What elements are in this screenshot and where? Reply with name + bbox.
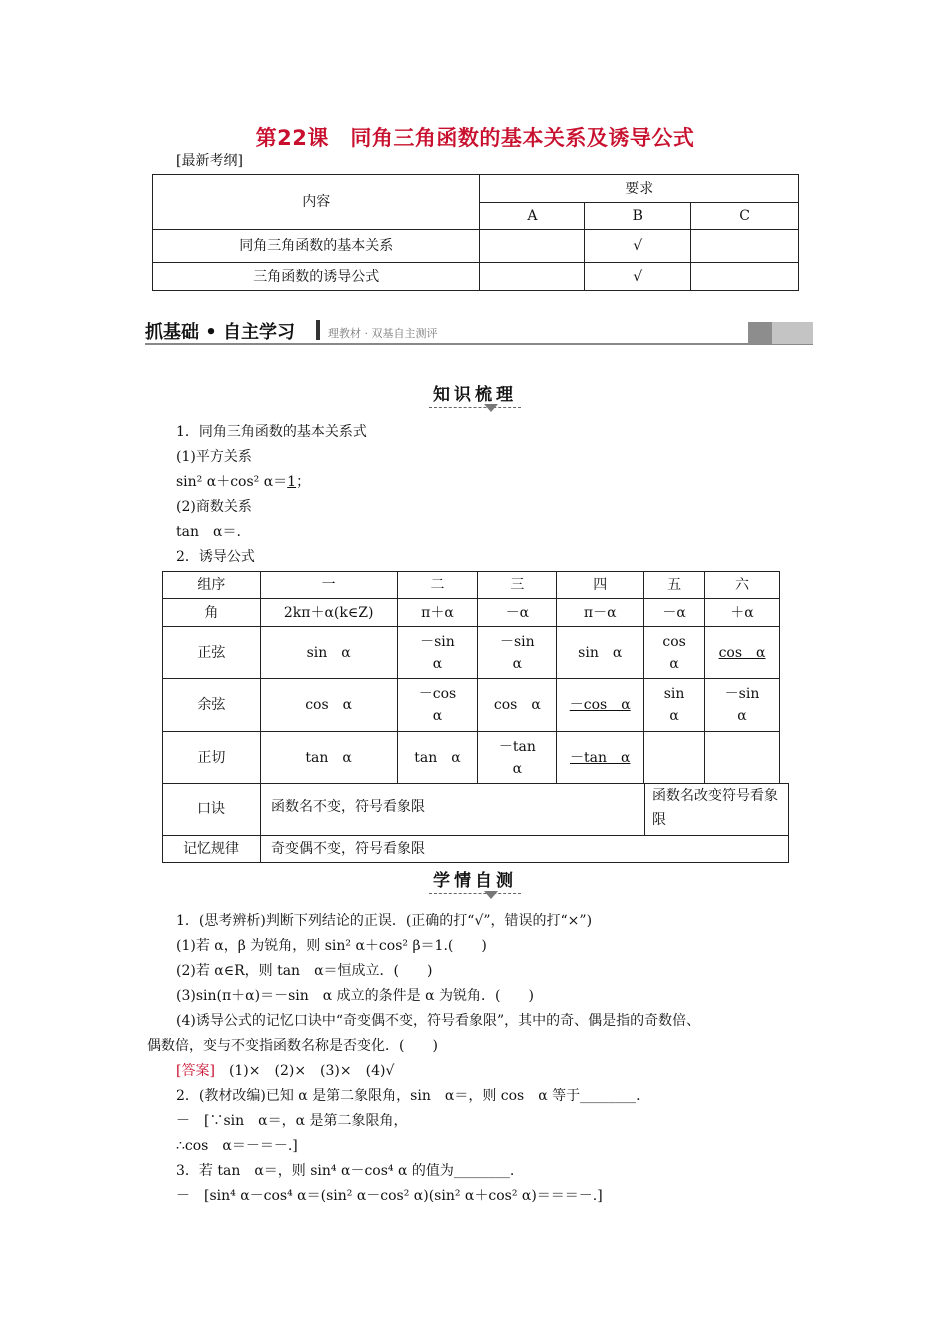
ft-angle: －α <box>644 599 705 627</box>
ft-sin: sin α <box>557 627 644 679</box>
question-line: 2．(教材改编)已知 α 是第二象限角，sin α＝，则 cos α 等于________. <box>176 1088 641 1104</box>
answer-line <box>176 1060 394 1080</box>
syllabus-level-b: B <box>585 203 691 230</box>
ft-cos-bottom: α <box>432 708 443 724</box>
ft-tan <box>557 732 644 784</box>
knowledge-heading <box>0 380 950 405</box>
mnemonic-label: 口诀 <box>197 801 225 817</box>
ft-angle: －α <box>478 599 557 627</box>
ft-cos <box>397 679 478 732</box>
section-decor-light <box>772 322 813 344</box>
syllabus-row-c <box>691 263 799 291</box>
ft-tan <box>478 732 557 784</box>
ft-tan <box>705 732 780 784</box>
page-title: 第22课 同角三角函数的基本关系及诱导公式 <box>255 126 695 150</box>
solution-line: － [∵sin α＝，α 是第二象限角， <box>176 1113 408 1129</box>
memory-text: 奇变偶不变，符号看象限 <box>271 841 425 857</box>
ft-angle: π－α <box>557 599 644 627</box>
ft-angle: ＋α <box>705 599 780 627</box>
solution-line: ∴cos α＝－＝－.] <box>176 1138 298 1154</box>
ft-sin <box>705 627 780 679</box>
ft-sin-top: cos <box>662 633 686 650</box>
ft-header: 组序 <box>163 572 261 599</box>
mnemonic-col-rule <box>644 783 645 835</box>
syllabus-level-c: C <box>691 203 799 230</box>
ft-tan-bottom: α <box>512 760 523 777</box>
question-line: 3．若 tan α＝，则 sin⁴ α－cos⁴ α 的值为________. <box>176 1163 515 1179</box>
ft-cos-top: －cos <box>418 686 457 702</box>
ft-sin-bottom: α <box>669 655 679 672</box>
ft-tan: tan α <box>260 732 397 784</box>
syllabus-level-a: A <box>480 203 585 230</box>
ft-header: 五 <box>644 572 705 599</box>
ft-sin: sin α <box>260 627 397 679</box>
mnemonic-col-rule <box>260 783 261 863</box>
ft-cos-top: sin <box>663 686 685 702</box>
answer-label: [答案] <box>176 1063 215 1079</box>
ft-sin <box>478 627 557 679</box>
syllabus-table <box>152 174 799 291</box>
mnemonic-text: 函数名改变符号看象限 <box>652 788 778 828</box>
syllabus-row-a <box>480 230 585 263</box>
ft-cos: cos α <box>478 679 557 732</box>
ft-tan-answer: －tan α <box>570 749 631 766</box>
ft-cos-label: 余弦 <box>163 679 261 732</box>
ft-header: 一 <box>260 572 397 599</box>
ft-header: 二 <box>397 572 478 599</box>
knowledge-line: (2)商数关系 <box>176 499 252 515</box>
knowledge-formula <box>176 471 310 491</box>
knowledge-line: (1)平方关系 <box>176 449 252 465</box>
answer-text: (1)× (2)× (3)× (4)√ <box>228 1063 395 1079</box>
knowledge-line: tan α＝. <box>176 524 241 540</box>
syllabus-row-a <box>480 263 585 291</box>
ft-cos-bottom: α <box>737 708 747 724</box>
memory-label: 记忆规律 <box>183 841 239 857</box>
ft-tan: tan α <box>397 732 478 784</box>
ft-sin-answer: cos α <box>718 644 766 661</box>
ft-header: 六 <box>705 572 780 599</box>
section-title: 抓基础 • 自主学习 <box>145 322 296 343</box>
mnemonic-text: 函数名不变，符号看象限 <box>271 799 425 815</box>
selftest-heading-text: 学情自测 <box>429 871 521 894</box>
syllabus-row-content: 同角三角函数的基本关系 <box>153 230 480 263</box>
section-decor-dark <box>748 322 772 344</box>
ft-sin <box>397 627 478 679</box>
ft-sin <box>644 627 705 679</box>
ft-sin-top: －sin <box>420 633 455 650</box>
ft-cos-top: －sin <box>724 686 760 702</box>
heading-arrow-icon <box>484 404 498 412</box>
question-line: 1．(思考辨析)判断下列结论的正误．(正确的打“√”，错误的打“×”) <box>176 913 593 929</box>
syllabus-header-content: 内容 <box>153 175 480 230</box>
ft-cos-answer: －cos α <box>569 697 631 713</box>
ft-tan-top: －tan <box>498 738 536 755</box>
question-line: (3)sin(π＋α)＝－sin α 成立的条件是 α 为锐角．( ) <box>176 988 534 1004</box>
syllabus-header-req: 要求 <box>480 175 799 203</box>
syllabus-row-c <box>691 230 799 263</box>
section-divider <box>316 320 320 340</box>
ft-angle: π＋α <box>397 599 478 627</box>
section-bar <box>145 318 813 344</box>
ft-angle: 角 <box>163 599 261 627</box>
knowledge-line: 2．诱导公式 <box>176 549 255 565</box>
knowledge-line: 1．同角三角函数的基本关系式 <box>176 424 367 440</box>
ft-cos <box>705 679 780 732</box>
syllabus-row-b: √ <box>585 230 691 263</box>
ft-sin-top: －sin <box>500 633 535 650</box>
formula-end: ； <box>296 474 311 490</box>
ft-sin-bottom: α <box>432 655 443 672</box>
syllabus-row-b: √ <box>585 263 691 291</box>
ft-cos <box>557 679 644 732</box>
syllabus-label: [最新考纲] <box>176 153 243 169</box>
ft-header: 三 <box>478 572 557 599</box>
selftest-heading <box>0 866 950 891</box>
question-line: 偶数倍，变与不变指函数名称是否变化．( ) <box>147 1038 438 1054</box>
question-line: (1)若 α，β 为锐角，则 sin² α＋cos² β＝1.( ) <box>176 938 487 954</box>
solution-line: － [sin⁴ α－cos⁴ α＝(sin² α－cos² α)(sin² α＋cos² α)＝＝＝－.] <box>176 1188 603 1204</box>
question-line: (2)若 α∈R，则 tan α＝恒成立．( ) <box>176 963 433 979</box>
heading-arrow-icon <box>484 891 498 899</box>
formula-answer: 1 <box>287 474 297 490</box>
induction-formula-table <box>162 571 780 784</box>
ft-tan <box>644 732 705 784</box>
section-subtitle: 理教材 · 双基自主测评 <box>328 327 438 340</box>
ft-tan-label: 正切 <box>163 732 261 784</box>
ft-header: 四 <box>557 572 644 599</box>
ft-cos-bottom: α <box>669 708 679 724</box>
ft-angle: 2kπ＋α(k∈Z) <box>260 599 397 627</box>
ft-cos <box>644 679 705 732</box>
section-rule <box>145 343 813 345</box>
question-line: (4)诱导公式的记忆口诀中“奇变偶不变，符号看象限”，其中的奇、偶是指的奇数倍、 <box>176 1013 701 1029</box>
ft-cos: cos α <box>260 679 397 732</box>
ft-sin-label: 正弦 <box>163 627 261 679</box>
syllabus-row-content: 三角函数的诱导公式 <box>153 263 480 291</box>
formula-text: sin² α＋cos² α＝ <box>176 474 288 490</box>
knowledge-heading-text: 知识梳理 <box>429 385 521 408</box>
ft-sin-bottom: α <box>512 655 523 672</box>
